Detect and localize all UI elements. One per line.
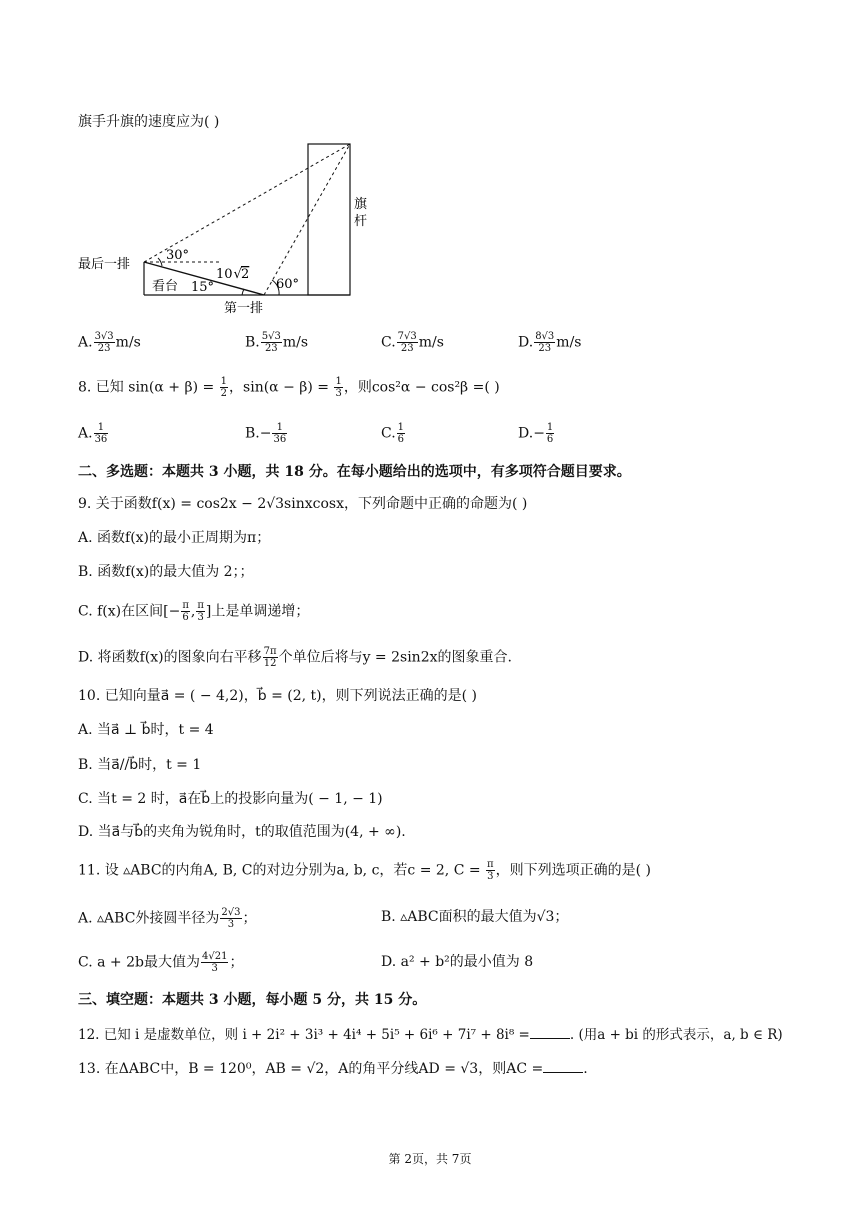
q8-option-d: D.− $\frac{1}{6}$	[518, 422, 554, 445]
q7-option-d: D. $\frac{8√3}{23}$ m/s	[518, 331, 582, 354]
q8-option-b: B.− $\frac{1}{36}$	[245, 422, 287, 445]
q11-option-c: C. a + 2b最大值为 $\frac{4√21}{3}$ ；	[78, 951, 244, 974]
q10-option-b: B. 当a⃗//b⃗时，t = 1	[78, 757, 202, 773]
q10-option-a: A. 当a⃗ ⊥ b⃗时，t = 4	[78, 722, 214, 738]
question-11-stem: 11. 设 ▵ABC的内角A, B, C的对边分别为a, b, c，若c = 2, C = $\frac{\pi}{3}$ ，则下列选项正确的是( )	[78, 859, 651, 882]
q13-answer-blank[interactable]	[543, 1058, 583, 1073]
section-3-heading: 三、填空题：本题共 3 小题，每小题 5 分，共 15 分。	[78, 992, 427, 1008]
q10-option-c: C. 当t = 2 时，a⃗在b⃗上的投影向量为( − 1, − 1)	[78, 791, 383, 807]
q8-option-a: A. $\frac{1}{36}$	[78, 422, 108, 445]
q9-option-a: A. 函数f(x)的最小正周期为π；	[78, 530, 271, 546]
label-stand: 看台	[152, 279, 179, 294]
label-length-radicand: 2	[241, 267, 250, 282]
question-10-stem: 10. 已知向量a⃗ = ( − 4,2)，b⃗ = (2, t)，则下列说法正确的是( )	[78, 688, 477, 704]
q9-option-d: D. 将函数f(x)的图象向右平移 $\frac{7\pi}{12}$ 个单位后将与y = 2sin2x的图象重合.	[78, 646, 512, 669]
q11-option-a: A. ▵ABC外接圆半径为 $\frac{2√3}{3}$ ；	[78, 907, 257, 930]
q11-option-b: B. ▵ABC面积的最大值为√3；	[381, 909, 569, 925]
label-15: 15°	[191, 280, 215, 295]
q7-option-c: C. $\frac{7√3}{23}$ m/s	[381, 331, 444, 354]
label-30: 30°	[166, 248, 190, 263]
label-last-row: 最后一排	[78, 257, 131, 272]
q10-option-d: D. 当a⃗与b⃗的夹角为锐角时，t的取值范围为(4, + ∞).	[78, 824, 406, 840]
question-13: 13. 在ΔABC中，B = 120⁰，AB = √2，A的角平分线AD = √3，则AC = .	[78, 1058, 588, 1079]
question-12: 12. 已知 i 是虚数单位，则 i + 2i² + 3i³ + 4i⁴ + 5i⁵ + 6i⁶ + 7i⁷ + 8i⁸ = . (用a + bi 的形式表示，a, b ∈ R)	[78, 1024, 783, 1045]
label-pole-1: 旗	[354, 197, 368, 212]
q9-option-b: B. 函数f(x)的最大值为 2；；	[78, 564, 254, 580]
question-7-stem: 旗手升旗的速度应为( )	[78, 114, 220, 130]
q7-option-b: B. $\frac{5√3}{23}$ m/s	[245, 331, 309, 354]
q11-option-d: D. a² + b²的最小值为 8	[381, 954, 534, 970]
question-9-stem: 9. 关于函数f(x) = cos2x − 2√3sinxcosx，下列命题中正确的命题为( )	[78, 496, 528, 512]
question-8-stem: 8. 已知 sin(α + β) = $\frac{1}{2}$ ，sin(α − β) = $\frac{1}{3}$ ，则cos²α − cos²β =( )	[78, 376, 500, 399]
q9-option-c: C. f(x)在区间[− $\frac{\pi}{6}$ , $\frac{\pi}{3}$ ]上是单调递增；	[78, 600, 310, 623]
flagpole-figure	[76, 138, 376, 318]
label-pole-2: 杆	[354, 214, 368, 229]
q7-option-a: A. $\frac{3√3}{23}$ m/s	[78, 331, 141, 354]
section-2-heading: 二、多选题：本题共 3 小题，共 18 分。在每小题给出的选项中，有多项符合题目要求。	[78, 464, 631, 480]
sightline-first-row	[264, 144, 350, 295]
page-footer: 第 2页，共 7页	[388, 1152, 472, 1166]
flagpole	[308, 144, 350, 295]
label-length: 10√	[216, 267, 242, 282]
label-first-row: 第一排	[224, 301, 264, 316]
sightline-last-row	[144, 144, 350, 262]
q12-answer-blank[interactable]	[530, 1024, 570, 1039]
q8-option-c: C. $\frac{1}{6}$	[381, 422, 405, 445]
label-60: 60°	[276, 277, 300, 292]
